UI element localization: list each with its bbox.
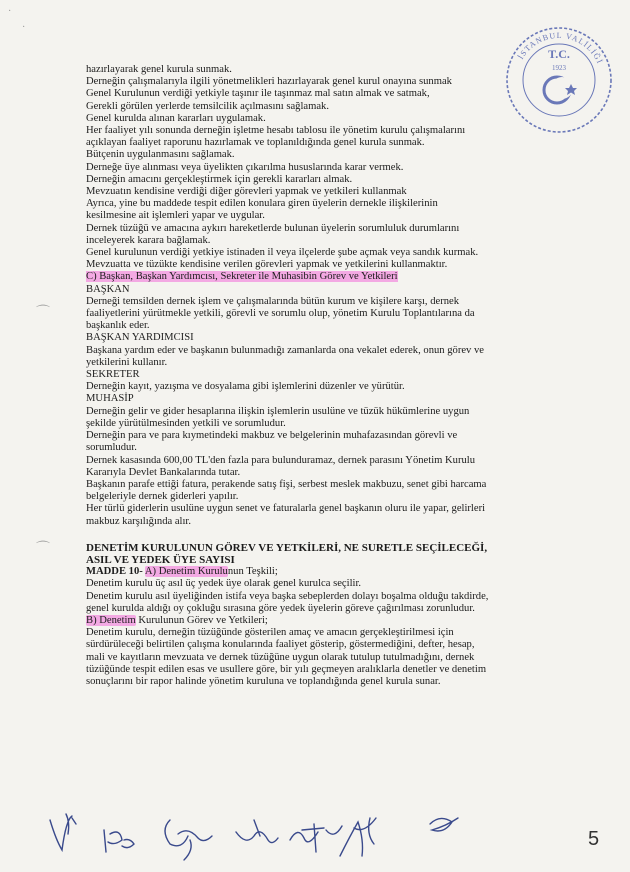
paragraph-gap <box>86 528 576 542</box>
text-line: tüzüğünde tespit edilen esas ve usullere göre, bir yılı geçmeyen aralıklarla denetler ve denetim <box>86 663 487 675</box>
seal-year-text: 1923 <box>552 64 566 72</box>
role-heading-muhasip: MUHASİP <box>86 393 134 405</box>
text-line: Derneğin gelir ve gider hesaplarına ilişkin işlemlerin usulüne ve tüzük hükümlerine uygun <box>86 405 470 417</box>
text-line: makbuz karşılığında alır. <box>86 515 192 527</box>
signature <box>340 818 376 856</box>
text-line: yetkilerini kullanır. <box>86 356 168 368</box>
document-body <box>86 64 576 688</box>
text-line: Ayrıca, yine bu maddede tespit edilen konulara giren üyelerin dernekle ilişkilerinin <box>86 198 438 210</box>
signature <box>290 824 342 852</box>
seal-ring-text: İSTANBUL VALİLİĞİ <box>516 30 605 66</box>
highlighted-subheading: A) Denetim Kurulu <box>144 566 228 578</box>
subheading-b-rest: Kurulunun Görev ve Yetkileri; <box>135 614 268 626</box>
highlighted-heading: C) Başkan, Başkan Yardımcısı, Sekreter ile Muhasibin Görev ve Yetkileri <box>86 271 398 283</box>
text-line: belgeleriyle dernek giderleri yapılır. <box>86 491 239 503</box>
scan-speck: · <box>22 22 26 33</box>
text-line: Bütçenin uygulanmasını sağlamak. <box>86 149 235 161</box>
signature <box>165 820 212 860</box>
text-line: Derneğin para ve para kıymetindeki makbuz ve belgelerinin muhafazasından görevli ve <box>86 430 458 442</box>
text-line: başkanlık eder. <box>86 320 150 332</box>
text-line: Derneği temsilden dernek işlem ve çalışmalarında bütün kurum ve kişilere karşı, dernek <box>86 295 460 307</box>
text-line: Genel Kurulunun verdiği yetkiyle taşınır ile taşınmaz mal satın almak ve satmak, <box>86 88 430 100</box>
text-line: Denetim kurulu, derneğin tüzüğünde gösterilen amaç ve amacın gerçekleştirilmesi için <box>86 627 454 639</box>
text-line: Dernek kasasında 600,00 TL'den fazla para bulunduramaz, dernek parasını Yönetim Kurulu <box>86 454 476 466</box>
margin-bracket-mark: ⌒ <box>36 542 50 557</box>
signature <box>430 818 458 831</box>
text-line: sonuçlarını bir rapor halinde yönetim kuruluna ve toplandığında genel kurula sunar. <box>86 675 441 687</box>
role-heading-baskan-yardimcisi: BAŞKAN YARDIMCISI <box>86 332 194 344</box>
text-line: mali ve kayıtların mevzuata ve dernek tüzüğüne uygun olarak tutulup tutulmadığını, dernek <box>86 651 475 663</box>
text-line: Gerekli görülen yerlerde temsilcilik açılmasını sağlamak. <box>86 100 329 112</box>
role-heading-baskan: BAŞKAN <box>86 283 130 295</box>
text-line: Mevzuatın kendisine verdiği diğer görevleri yapmak ve yetkileri kullanmak <box>86 186 407 198</box>
text-line: Denetim kurulu asıl üyeliğinden istifa veya başka sebeplerden dolayı boşalma olduğu takdirde, <box>86 590 489 602</box>
text-line: Başkana yardım eder ve başkanın bulunmadığı zamanlarda ona vekalet ederek, onun görev ve <box>86 344 484 356</box>
text-line: Genel kurulunun verdiği yetkiye istinaden il veya ilçelerde şube açmak veya sandık kurmak. <box>86 247 479 259</box>
article-heading-line-2: ASIL VE YEDEK ÜYE SAYISI <box>86 553 235 566</box>
text-line: Her türlü giderlerin usulüne uygun senet ve faturalarla genel başkanın oluru ile yapar, gelirleri <box>86 503 486 515</box>
text-line: Dernek tüzüğü ve amacına aykırı hareketlerde bulunan üyelerin sorumluluk durumlarını <box>86 222 460 234</box>
text-line: Kararıyla Devlet Bankalarında tutar. <box>86 466 241 478</box>
article-heading-line-1: DENETİM KURULUNUN GÖREV VE YETKİLERİ, NE SURETLE SEÇİLECEĞİ, <box>86 541 488 554</box>
margin-bracket-mark: ⌒ <box>36 306 50 321</box>
signature <box>104 830 134 852</box>
text-line: kesilmesine ait işlemleri yapar ve uygular. <box>86 210 265 222</box>
seal-tc-text: T.C. <box>548 47 570 61</box>
text-line: Derneğin kayıt, yazışma ve dosyalama gibi işlemlerini düzenler ve yürütür. <box>86 381 405 393</box>
text-line: Denetim kurulu üç asıl üç yedek üye olarak genel kurulca seçilir. <box>86 578 362 590</box>
text-line: hazırlayarak genel kurula sunmak. <box>86 64 232 75</box>
subheading-b-line <box>86 615 576 627</box>
signatures-row <box>40 800 480 870</box>
scan-speck: · <box>8 6 12 17</box>
text-line: açıklayan faaliyet raporunu hazırlamak ve toplanıldığında genel kurula sunmak. <box>86 137 425 149</box>
text-line: Genel kurulda alınan kararları uygulamak. <box>86 112 266 124</box>
text-line: Her faaliyet yılı sonunda derneğin işletme hesabı tablosu ile yönetim kurulu çalışmalarını <box>86 125 466 137</box>
text-line: Mevzuatta ve tüzükte kendisine verilen görevleri yapmak ve yetkilerini kullanmaktır. <box>86 259 448 271</box>
text-line: Derneğe üye alınması veya üyelikten çıkarılma hususlarında karar vermek. <box>86 161 404 173</box>
role-heading-sekreter: SEKRETER <box>86 369 140 381</box>
signature <box>50 814 76 850</box>
text-line: inceleyerek karara bağlamak. <box>86 234 211 246</box>
signature <box>236 820 278 843</box>
text-line: şekilde yürütülmesinden yetkili ve sorumludur. <box>86 417 286 429</box>
text-line: Derneğin amacını gerçekleştirmek için gerekli kararları almak. <box>86 173 353 185</box>
subheading-rest: nun Teşkili; <box>227 566 278 578</box>
article-10-line <box>86 566 576 578</box>
text-line: genel kurulda aldığı oy çokluğu sırasına göre yedek üyelerin göreve çağırılması zorunludur. <box>86 602 475 614</box>
text-line: faaliyetlerini yürütmekle yetkili, görevli ve sorumlu olup, yönetim Kurulu Toplantılarına da <box>86 308 475 320</box>
article-number: MADDE 10- <box>86 566 143 578</box>
text-line: sürdürüleceği belirtilen çalışma konularında faaliyet gösterip, göstermediğini, defter, hesap, <box>86 639 475 651</box>
text-line: Başkanın parafe ettiği fatura, perakende satış fişi, serbest meslek makbuzu, senet gibi harcama <box>86 478 487 490</box>
page-number: 5 <box>588 828 600 850</box>
highlighted-subheading-b: B) Denetim <box>86 614 136 626</box>
text-line: sorumludur. <box>86 442 137 454</box>
section-heading-c <box>86 271 576 283</box>
text-line: Derneğin çalışmalarıyla ilgili yönetmelikleri hazırlayarak genel kurul onayına sunmak <box>86 76 452 88</box>
